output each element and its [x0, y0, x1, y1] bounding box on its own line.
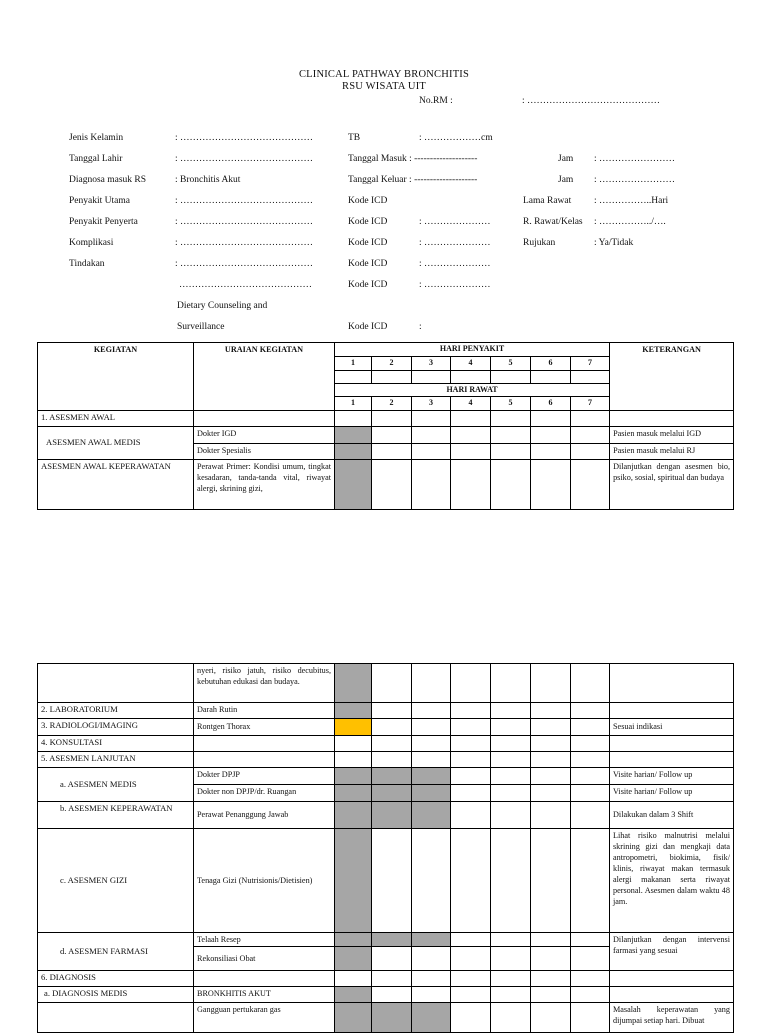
keterangan-cell: Masalah keperawatan yang dijumpai setiap hari. Dibuat [610, 1003, 734, 1033]
diagnosis-medis-label: a. DIAGNOSIS MEDIS [38, 987, 194, 1003]
keterangan-cell: Sesuai indikasi [610, 719, 734, 736]
hari-penyakit-day: 7 [571, 356, 610, 370]
kode-icd-label-2: Kode ICD [348, 217, 388, 227]
diagnosa-masuk-label: Diagnosa masuk RS [69, 175, 147, 185]
tanggal-lahir-label: Tanggal Lahir [69, 154, 123, 164]
no-rm-value: : …………………………………… [522, 96, 661, 106]
keterangan-cell: Dilanjutkan dengan intervensi farmasi yang sesuai [610, 933, 734, 971]
keterangan-cell: Dilanjutkan dengan asesmen bio, psiko, sosial, spiritual dan budaya [610, 460, 734, 510]
asesmen-keperawatan-label: b. ASESMEN KEPERAWATAN [38, 802, 194, 829]
rujukan-label: Rujukan [523, 238, 556, 248]
uraian-cell: Darah Rutin [194, 703, 335, 719]
tindakan-label: Tindakan [69, 259, 105, 269]
uraian-cell: Dokter non DPJP/dr. Ruangan [194, 785, 335, 802]
section-laboratorium: 2. LABORATORIUM [38, 703, 194, 719]
keterangan-cell: Lihat risiko malnutrisi melalui skrining gizi dan mengkaji data antropometri, biokimia, fisik/ klinis, riwayat makan termasuk alergi makanan serta riwayat personal. Asesmen dalam waktu 48 jam. [610, 829, 734, 933]
keterangan-cell: Pasien masuk melalui RJ [610, 444, 734, 460]
hari-rawat-day: 1 [335, 397, 372, 411]
uraian-cell: Tenaga Gizi (Nutrisionis/Dietisien) [194, 829, 335, 933]
hari-penyakit-header: HARI PENYAKIT [335, 343, 610, 357]
uraian-cell: Gangguan pertukaran gas [194, 1003, 335, 1033]
hari-rawat-day: 6 [531, 397, 571, 411]
jam-label-1: Jam [558, 154, 574, 164]
penyakit-utama-label: Penyakit Utama [69, 196, 130, 206]
no-rm-label: No.RM : [419, 96, 453, 106]
hari-penyakit-day: 6 [531, 356, 571, 370]
lama-rawat-label: Lama Rawat [523, 196, 572, 206]
r-rawat-label: R. Rawat/Kelas [523, 217, 583, 227]
hari-penyakit-day: 4 [451, 356, 491, 370]
uraian-cell: Rontgen Thorax [194, 719, 335, 736]
tb-value: : ………………cm [419, 133, 493, 143]
kode-icd-label-5: Kode ICD [348, 280, 388, 290]
uraian-header: URAIAN KEGIATAN [194, 343, 335, 411]
komplikasi-label: Komplikasi [69, 238, 114, 248]
asesmen-gizi-label: c. ASESMEN GIZI [38, 829, 194, 933]
penyakit-penyerta-label: Penyakit Penyerta [69, 217, 138, 227]
hari-rawat-day: 7 [571, 397, 610, 411]
tindakan-value: : …………………………………… [175, 259, 314, 269]
kode-icd-label-4: Kode ICD [348, 259, 388, 269]
tanggal-keluar-label: Tanggal Keluar : -------------------- [348, 175, 478, 185]
tindakan-value-2: …………………………………… [179, 280, 312, 290]
lama-rawat-value: : ……………..Hari [594, 196, 669, 206]
kode-icd-value-6: : [419, 322, 422, 332]
section-radiologi: 3. RADIOLOGI/IMAGING [38, 719, 194, 736]
tb-label: TB [348, 133, 361, 143]
hari-penyakit-day: 1 [335, 356, 372, 370]
section-asesmen-lanjutan: 5. ASESMEN LANJUTAN [38, 752, 194, 768]
hari-penyakit-day: 5 [491, 356, 531, 370]
asesmen-awal-keperawatan-label: ASESMEN AWAL KEPERAWATAN [38, 460, 194, 510]
uraian-cell: nyeri, risiko jatuh, risiko decubitus, kebutuhan edukasi dan budaya. [194, 664, 335, 703]
komplikasi-value: : …………………………………… [175, 238, 314, 248]
asesmen-farmasi-label: d. ASESMEN FARMASI [38, 933, 194, 971]
uraian-cell: Dokter Spesialis [194, 444, 335, 460]
diagnosa-masuk-value: : Bronchitis Akut [175, 175, 241, 185]
jenis-kelamin-label: Jenis Kelamin [69, 133, 124, 143]
dietary-label-1: Dietary Counseling and [177, 301, 268, 311]
hari-rawat-day: 4 [451, 397, 491, 411]
uraian-cell: Telaah Resep [194, 933, 335, 947]
dietary-label-2: Surveillance [177, 322, 225, 332]
keterangan-cell: Visite harian/ Follow up [610, 785, 734, 802]
document-title: CLINICAL PATHWAY BRONCHITIS [298, 69, 470, 80]
uraian-cell: BRONKHITIS AKUT [194, 987, 335, 1003]
r-rawat-value: : ……………../…. [594, 217, 666, 227]
kode-icd-value-5: : ………………… [419, 280, 491, 290]
kode-icd-label-6: Kode ICD [348, 322, 388, 332]
hari-rawat-header: HARI RAWAT [335, 383, 610, 397]
uraian-cell: Perawat Penanggung Jawab [194, 802, 335, 829]
jam-value-1: : …………………… [594, 154, 676, 164]
kode-icd-label-3: Kode ICD [348, 238, 388, 248]
rujukan-value: : Ya/Tidak [594, 238, 634, 248]
hari-rawat-day: 2 [372, 397, 412, 411]
hari-penyakit-day: 3 [412, 356, 451, 370]
kode-icd-label-1: Kode ICD [348, 196, 388, 206]
asesmen-awal-medis-label: ASESMEN AWAL MEDIS [38, 427, 194, 460]
pathway-table-1 [37, 342, 734, 510]
section-diagnosis: 6. DIAGNOSIS [38, 971, 194, 987]
kode-icd-value-4: : ………………… [419, 259, 491, 269]
asesmen-medis-label: a. ASESMEN MEDIS [38, 768, 194, 802]
jam-label-2: Jam [558, 175, 574, 185]
penyakit-utama-value: : …………………………………… [175, 196, 314, 206]
uraian-cell: Dokter IGD [194, 427, 335, 444]
keterangan-cell: Visite harian/ Follow up [610, 768, 734, 785]
hari-rawat-day: 3 [412, 397, 451, 411]
kegiatan-header: KEGIATAN [38, 343, 194, 411]
keterangan-cell: Dilakukan dalam 3 Shift [610, 802, 734, 829]
jam-value-2: : …………………… [594, 175, 676, 185]
section-konsultasi: 4. KONSULTASI [38, 736, 194, 752]
hari-penyakit-day: 2 [372, 356, 412, 370]
kode-icd-value-3: : ………………… [419, 238, 491, 248]
uraian-cell: Perawat Primer: Kondisi umum, tingkat kesadaran, tanda-tanda vital, riwayat alergi, skrining gizi, [194, 460, 335, 510]
tanggal-lahir-value: : …………………………………… [175, 154, 314, 164]
hari-rawat-day: 5 [491, 397, 531, 411]
kode-icd-value-2: : ………………… [419, 217, 491, 227]
hospital-name: RSU WISATA UIT [341, 81, 427, 92]
uraian-cell: Rekonsiliasi Obat [194, 947, 335, 971]
keterangan-cell: Pasien masuk melalui IGD [610, 427, 734, 444]
penyakit-penyerta-value: : …………………………………… [175, 217, 314, 227]
pathway-table-2 [37, 663, 734, 1033]
section-asesmen-awal: 1. ASESMEN AWAL [38, 411, 194, 427]
keterangan-header: KETERANGAN [610, 343, 734, 411]
uraian-cell: Dokter DPJP [194, 768, 335, 785]
tanggal-masuk-label: Tanggal Masuk : -------------------- [348, 154, 478, 164]
jenis-kelamin-value: : …………………………………… [175, 133, 314, 143]
